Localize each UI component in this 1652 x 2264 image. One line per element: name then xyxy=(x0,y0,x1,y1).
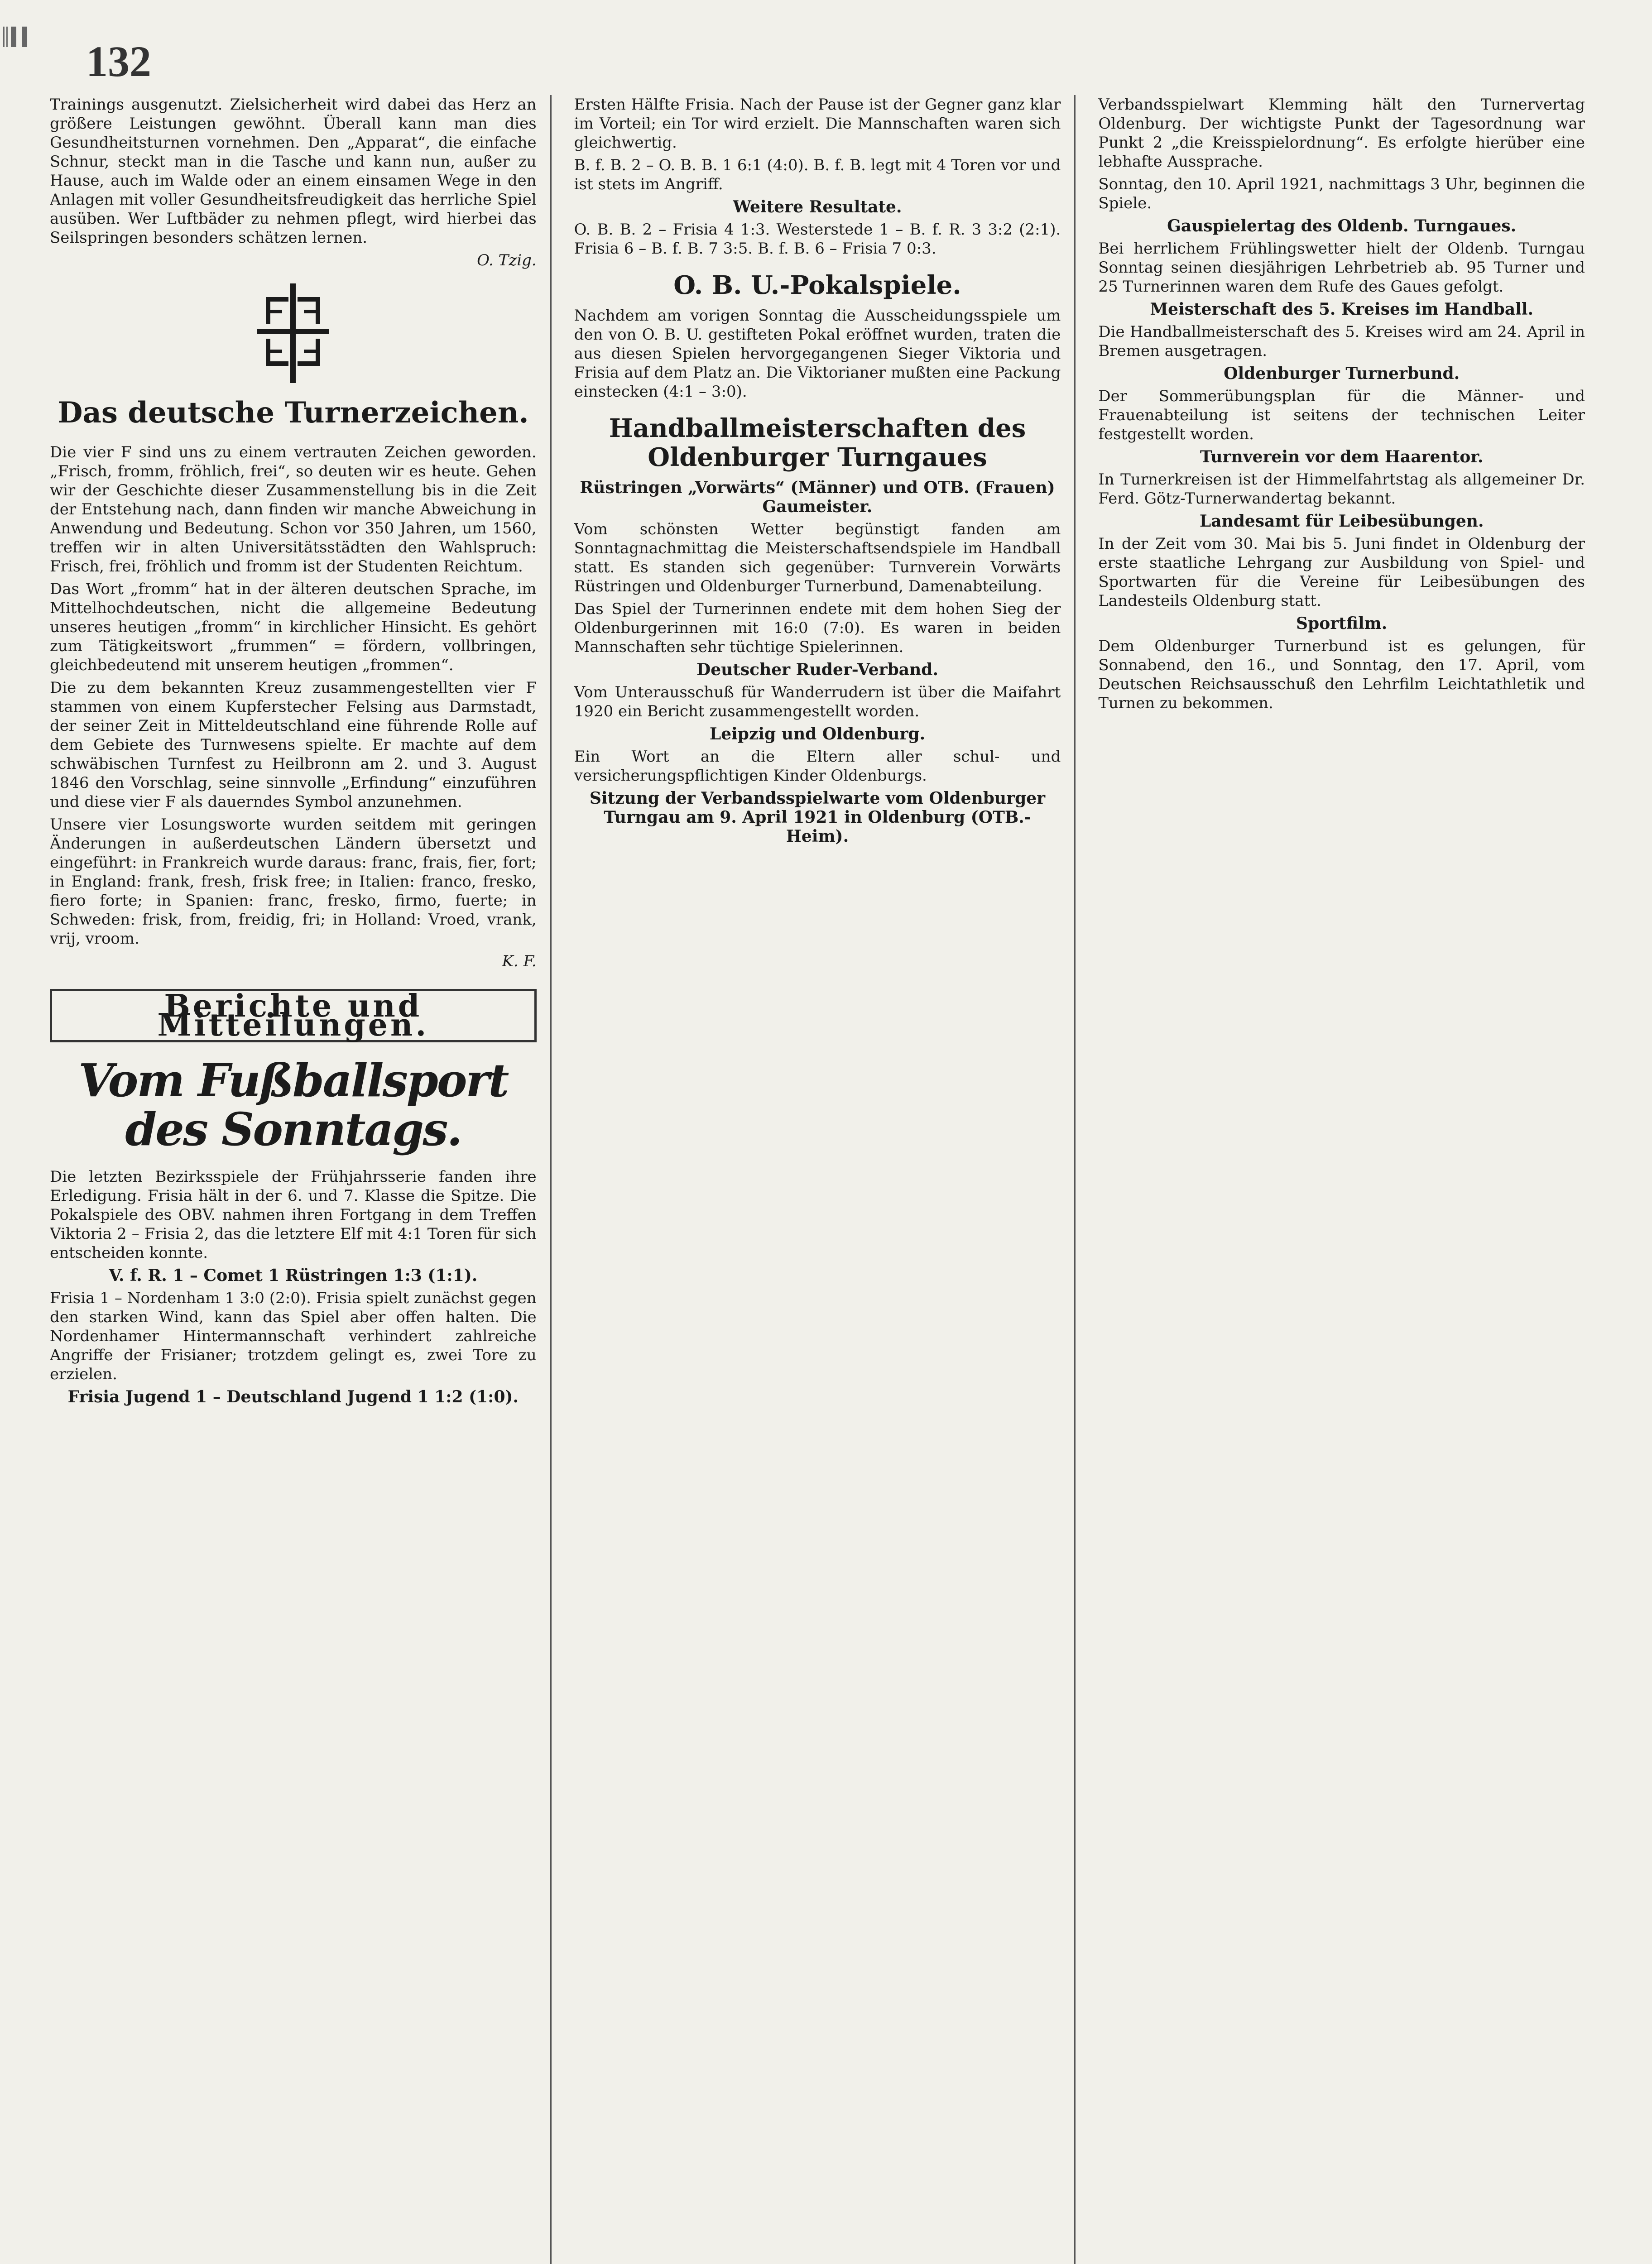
sub-heading: Landesamt für Leibesübungen. xyxy=(1199,512,1484,531)
author-signature: O. Tzig. xyxy=(477,251,537,269)
paragraph: Frisia 1 – Nordenham 1 3:0 (2:0). Frisia spielt zunächst gegen den starken Wind, kann das Spiel aber offen halten. Die Nordenhamer Hintermannschaft verhindert zahlreiche Angriffe der Frisianer; trotzdem gelingt es, zwei Tore zu erzielen. xyxy=(50,1289,537,1383)
paragraph: Die Handballmeisterschaft des 5. Kreises wird am 24. April in Bremen ausgetragen. xyxy=(1098,323,1585,360)
paragraph: Die letzten Bezirksspiele der Frühjahrsserie fanden ihre Erledigung. Frisia hält in der 6. und 7. Klasse die Spitze. Die Pokalspiele des OBV. nahmen ihren Fortgang in dem Treffen Viktoria 2 – Frisia 2, das die letztere Elf mit 4:1 Toren für sich entscheiden konnte. xyxy=(50,1168,537,1262)
column-1 xyxy=(50,95,552,2264)
match-result: V. f. R. 1 – Comet 1 Rüstringen 1:3 (1:1). xyxy=(109,1266,478,1285)
paragraph: Vom Unterausschuß für Wanderrudern ist über die Maifahrt 1920 ein Bericht zusammengestellt worden. xyxy=(574,683,1061,720)
section-heading: Handballmeisterschaften des Oldenburger Turngaues xyxy=(609,413,1026,472)
paragraph: In der Zeit vom 30. Mai bis 5. Juni findet in Oldenburg der erste staatliche Lehrgang zur Ausbildung von Spiel- und Sportwarten für die Vereine für Leibesübungen des Landesteils Oldenburg statt. xyxy=(1098,535,1585,610)
sub-heading: Meisterschaft des 5. Kreises im Handball. xyxy=(1150,300,1534,319)
paragraph: Ersten Hälfte Frisia. Nach der Pause ist der Gegner ganz klar im Vorteil; ein Tor wird erzielt. Die Mannschaften waren sich gleichwertig. xyxy=(574,96,1061,152)
sub-heading: Gauspielertag des Oldenb. Turngaues. xyxy=(1167,216,1517,235)
paragraph: Der Sommerübungsplan für die Männer- und Frauenabteilung ist seitens der technischen Leiter festgestellt worden. xyxy=(1098,387,1585,443)
paragraph: Ein Wort an die Eltern aller schul- und versicherungspflichtigen Kinder Oldenburgs. xyxy=(574,748,1061,785)
paragraph: Das Spiel der Turnerinnen endete mit dem hohen Sieg der Oldenburgerinnen mit 16:0 (7:0). Es waren in beiden Mannschaften sehr tüchtige Spielerinnen. xyxy=(574,600,1061,656)
section-heading: O. B. U.-Pokalspiele. xyxy=(673,270,961,300)
paragraph: Trainings ausgenutzt. Zielsicherheit wird dabei das Herz an größere Leistungen gewöhnt. Überall kann man dies Gesundheitsturnen vornehmen. Den „Apparat“, die einfache Schnur, steckt man in die Tasche und kann nun, außer zu Hause, auch im Walde oder an einem einsamen Wege in den Anlagen mit voller Gesundheitsfreudigkeit das herrliche Spiel ausüben. Wer Luftbäder zu nehmen pflegt, wird hierbei das Seilspringen besonders schätzen lernen. xyxy=(50,96,537,247)
sub-heading: Oldenburger Turnerbund. xyxy=(1224,364,1460,383)
paragraph: B. f. B. 2 – O. B. B. 1 6:1 (4:0). B. f. B. legt mit 4 Toren vor und ist stets im Angriff. xyxy=(574,156,1061,193)
paragraph: In Turnerkreisen ist der Himmelfahrtstag als allgemeiner Dr. Ferd. Götz-Turnerwandertag bekannt. xyxy=(1098,470,1585,508)
author-signature: K. F. xyxy=(502,952,537,970)
sub-heading: Leipzig und Oldenburg. xyxy=(709,724,926,743)
paragraph: Das Wort „fromm“ hat in der älteren deutschen Sprache, im Mittelhochdeutschen, nicht die allgemeine Bedeutung unseres heutigen „fromm“ in kirchlicher Hinsicht. Es gehört zum Tätigkeitswort „frummen“ = fördern, vollbringen, gleichbedeutend mit unserem heutigen „frommen“. xyxy=(50,580,537,674)
article-columns xyxy=(50,95,1599,2264)
sub-heading: Sportfilm. xyxy=(1296,614,1388,633)
paragraph: Die zu dem bekannten Kreuz zusammengestellten vier F stammen von einem Kupferstecher Felsing aus Darmstadt, der seiner Zeit in Mitteldeutschland eine führende Rolle auf dem Gebiete des Turnwesens spielte. Er machte auf dem schwäbischen Turnfest zu Heilbronn am 2. und 3. August 1846 den Vorschlag, seine sinnvolle „Erfindung“ einzuführen und diese vier F als dauerndes Symbol anzunehmen. xyxy=(50,679,537,811)
sub-heading: Deutscher Ruder-Verband. xyxy=(696,660,939,679)
column-3 xyxy=(1098,95,1599,2264)
section-heading: Vom Fußballsport des Sonntags. xyxy=(78,1054,508,1156)
column-2 xyxy=(574,95,1076,2264)
paragraph: Die vier F sind uns zu einem vertrauten Zeichen geworden. „Frisch, fromm, fröhlich, frei“, so deuten wir es heute. Gehen wir der Geschichte dieser Zusammenstellung bis in die Zeit der Entstehung nach, dann finden wir manche Abweichung in Anwendung und Bedeutung. Schon vor 350 Jahren, um 1560, treffen wir in alten Universitätsstädten den Wahlspruch: Frisch, frei, fröhlich und fromm ist der Studenten Reichtum. xyxy=(50,443,537,576)
match-result: Frisia Jugend 1 – Deutschland Jugend 1 1:2 (1:0). xyxy=(67,1387,519,1406)
turner-cross-emblem-icon xyxy=(50,279,537,388)
paragraph: Dem Oldenburger Turnerbund ist es gelungen, für Sonnabend, den 16., und Sonntag, den 17. April, vom Deutschen Reichsausschuß den Lehrfilm Leichtathletik und Turnen zu bekommen. xyxy=(1098,637,1585,712)
results-heading: Weitere Resultate. xyxy=(733,197,902,216)
sub-heading: Rüstringen „Vorwärts“ (Männer) und OTB. (Frauen) Gaumeister. xyxy=(580,478,1055,516)
sub-heading: Sitzung der Verbandsspielwarte vom Oldenburger Turngau am 9. April 1921 in Oldenburg (OTB.-Heim). xyxy=(589,789,1046,846)
section-heading: Das deutsche Turnerzeichen. xyxy=(57,396,529,430)
paragraph: Verbandsspielwart Klemming hält den Turnervertag Oldenburg. Der wichtigste Punkt der Tagesordnung war Punkt 2 „die Kreisspielordnung“. Es erfolgte hierüber eine lebhafte Aussprache. xyxy=(1098,96,1585,171)
paragraph: Unsere vier Losungsworte wurden seitdem mit geringen Änderungen in außerdeutschen Ländern übersetzt und eingeführt: in Frankreich wurde daraus: franc, frais, fier, fort; in England: frank, fresh, frisk free; in Italien: franco, fresko, fiero forte; in Spanien: franc, fresko, firmo, fuerte; in Schweden: frisk, from, freidig, fri; in Holland: Vroed, vrank, vrij, vroom. xyxy=(50,815,537,948)
paragraph: Bei herrlichem Frühlingswetter hielt der Oldenb. Turngau Sonntag seinen diesjährigen Lehrbetrieb ab. 95 Turner und 25 Turnerinnen waren dem Rufe des Gaues gefolgt. xyxy=(1098,240,1585,296)
margin-stamp: ║▌▌ xyxy=(0,27,33,48)
paragraph: Nachdem am vorigen Sonntag die Ausscheidungsspiele um den von O. B. U. gestifteten Pokal eröffnet wurden, traten die aus diesen Spielen hervorgegangenen Sieger Viktoria und Frisia auf dem Platz an. Die Viktorianer mußten eine Packung einstecken (4:1 – 3:0). xyxy=(574,307,1061,401)
sub-heading: Turnverein vor dem Haarentor. xyxy=(1200,447,1484,466)
paragraph: Sonntag, den 10. April 1921, nachmittags 3 Uhr, beginnen die Spiele. xyxy=(1098,175,1585,212)
paragraph: Vom schönsten Wetter begünstigt fanden am Sonntagnachmittag die Meisterschaftsendspiele im Handball statt. Es standen sich gegenüber: Turnverein Vorwärts Rüstringen und Oldenburger Turnerbund, Damenabteilung. xyxy=(574,520,1061,595)
section-banner: Berichte und Mitteilungen. xyxy=(50,989,537,1042)
page-number: 132 xyxy=(86,37,151,86)
results-list: O. B. B. 2 – Frisia 4 1:3. Westerstede 1 – B. f. R. 3 3:2 (2:1). Frisia 6 – B. f. B. 7 3:5. B. f. B. 6 – Frisia 7 0:3. xyxy=(574,221,1061,258)
